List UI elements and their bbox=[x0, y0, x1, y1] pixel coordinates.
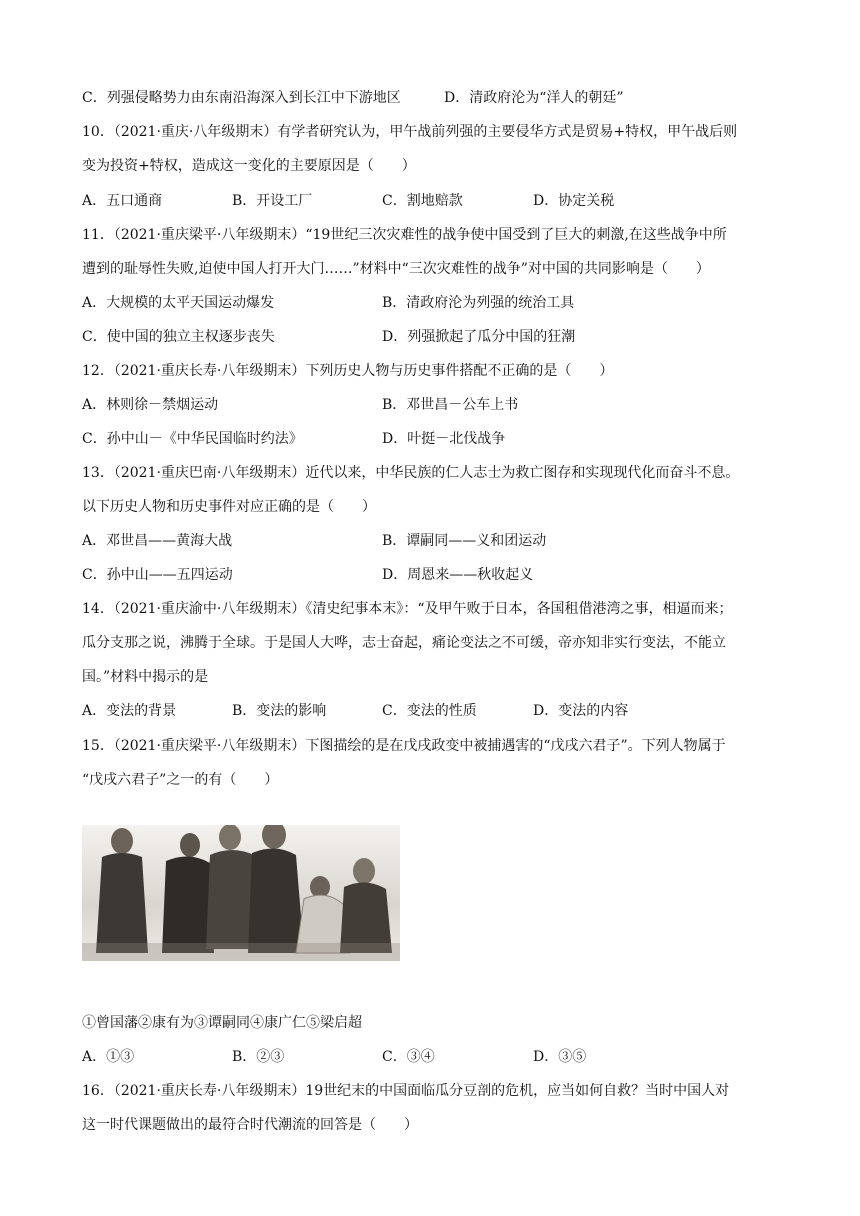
q16-stem-line-2: 这一时代课题做出的最符合时代潮流的回答是（ ） bbox=[82, 1117, 418, 1133]
q14-option-d: D．变法的内容 bbox=[533, 703, 629, 719]
q12-option-c: C．孙中山－《中华民国临时约法》 bbox=[82, 431, 303, 447]
q12-option-b: B．邓世昌－公车上书 bbox=[382, 397, 519, 413]
q15-option-b: B．②③ bbox=[232, 1049, 285, 1065]
q14-option-a: A．变法的背景 bbox=[82, 703, 177, 719]
q15-items: ①曾国藩②康有为③谭嗣同④康广仁⑤梁启超 bbox=[82, 1015, 362, 1031]
q14-option-b: B．变法的影响 bbox=[232, 703, 327, 719]
q12-stem-line-1: 12．（2021·重庆长寿·八年级期末）下列历史人物与历史事件搭配不正确的是（ ） bbox=[82, 363, 614, 379]
q15-stem-line-1: 15．（2021·重庆梁平·八年级期末）下图描绘的是在戊戌政变中被捕遇害的“戊戌六君子”。下列人物属于 bbox=[82, 738, 726, 754]
q11-option-d: D．列强掀起了瓜分中国的狂潮 bbox=[382, 329, 576, 345]
wuxu-six-gentlemen-illustration bbox=[82, 825, 400, 961]
q10-stem-line-1: 10．（2021·重庆·八年级期末）有学者研究认为，甲午战前列强的主要侵华方式是贸易+特权，甲午战后则 bbox=[82, 124, 738, 140]
q12-option-d: D．叶挺－北伐战争 bbox=[382, 431, 506, 447]
q10-stem-line-2: 变为投资+特权，造成这一变化的主要原因是（ ） bbox=[82, 158, 416, 174]
q10-option-a: A．五口通商 bbox=[82, 193, 163, 209]
q13-option-a: A．邓世昌——黄海大战 bbox=[82, 533, 233, 549]
q10-option-d: D．协定关税 bbox=[533, 193, 615, 209]
q11-stem-line-2: 遭到的耻辱性失败,迫使中国人打开大门……”材料中“三次灾难性的战争”对中国的共同影响是（ ） bbox=[82, 261, 710, 277]
q11-stem-line-1: 11．（2021·重庆梁平·八年级期末）“19世纪三次灾难性的战争使中国受到了巨大的刺激,在这些战争中所 bbox=[82, 227, 727, 243]
q14-stem-line-2: 瓜分支那之说，沸腾于全球。于是国人大哗，志士奋起，痛论变法之不可缓，帝亦知非实行变法，不能立 bbox=[82, 635, 726, 651]
q14-stem-line-3: 国。”材料中揭示的是 bbox=[82, 669, 209, 685]
q12-option-a: A．林则徐－禁烟运动 bbox=[82, 397, 219, 413]
q15-stem-line-2: “戊戌六君子”之一的有（ ） bbox=[82, 772, 279, 788]
q16-stem-line-1: 16．（2021·重庆长寿·八年级期末）19世纪末的中国面临瓜分豆剖的危机，应当如何自救？当时中国人对 bbox=[82, 1083, 730, 1099]
q10-option-c: C．割地赔款 bbox=[382, 193, 463, 209]
q14-stem-line-1: 14．（2021·重庆渝中·八年级期末）《清史纪事本末》：“及甲午败于日本，各国租借港湾之事，相逼而来； bbox=[82, 601, 733, 617]
q14-option-c: C．变法的性质 bbox=[382, 703, 477, 719]
q13-stem-line-1: 13．（2021·重庆巴南·八年级期末）近代以来，中华民族的仁人志士为救亡图存和实现现代化而奋斗不息。 bbox=[82, 465, 740, 481]
q13-option-c: C．孙中山——五四运动 bbox=[82, 567, 233, 583]
q10-option-b: B．开设工厂 bbox=[232, 193, 313, 209]
q13-stem-line-2: 以下历史人物和历史事件对应正确的是（ ） bbox=[82, 499, 376, 515]
q11-option-a: A．大规模的太平天国运动爆发 bbox=[82, 295, 275, 311]
q9-option-c: C．列强侵略势力由东南沿海深入到长江中下游地区 bbox=[82, 90, 401, 106]
q15-option-c: C．③④ bbox=[382, 1049, 435, 1065]
q13-option-d: D．周恩来——秋收起义 bbox=[382, 567, 534, 583]
q15-option-a: A．①③ bbox=[82, 1049, 135, 1065]
q9-option-d: D．清政府沦为“洋人的朝廷” bbox=[444, 90, 624, 106]
q11-option-c: C．使中国的独立主权逐步丧失 bbox=[82, 329, 275, 345]
q11-option-b: B．清政府沦为列强的统治工具 bbox=[382, 295, 575, 311]
q15-option-d: D．③⑤ bbox=[533, 1049, 587, 1065]
q13-option-b: B．谭嗣同——义和团运动 bbox=[382, 533, 547, 549]
